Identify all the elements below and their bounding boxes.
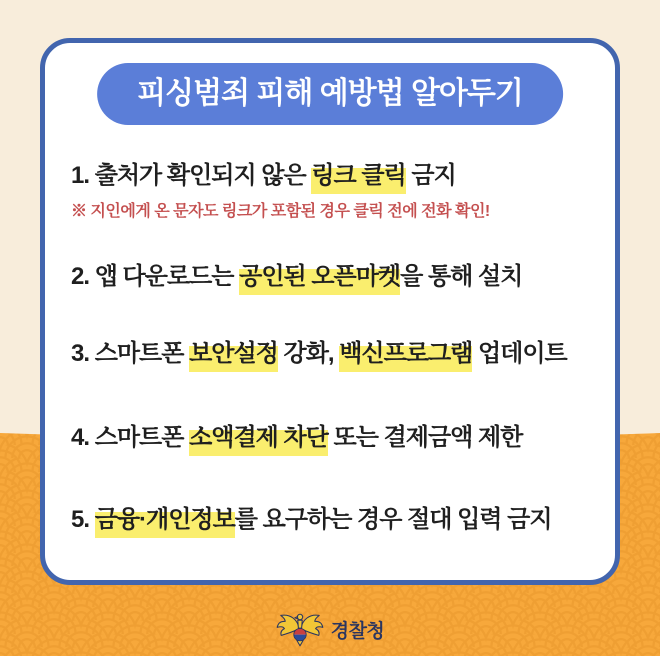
tips-list — [71, 43, 607, 580]
plain-text: 업데이트 — [472, 340, 567, 367]
police-eagle-emblem — [276, 610, 324, 648]
plain-text: 강화, — [277, 340, 340, 367]
tip-item-1 — [71, 162, 607, 221]
tips-card — [40, 38, 620, 585]
footer — [0, 610, 660, 648]
plain-text: 출처가 확인되지 않은 — [94, 162, 312, 189]
plain-text: 를 요구하는 경우 절대 입력 금지 — [234, 506, 552, 533]
plain-text: 스마트폰 — [94, 424, 190, 451]
tip-text — [71, 340, 607, 368]
tip-number: 4. — [71, 424, 95, 451]
agency-name: 경찰청 — [330, 620, 385, 642]
tip-item-2 — [71, 263, 607, 291]
tip-item-4 — [71, 424, 607, 452]
tip-text — [71, 263, 607, 291]
plain-text: 금지 — [405, 162, 456, 189]
highlighted-text: 보안설정 — [189, 340, 278, 372]
tip-number: 2. — [71, 263, 95, 290]
page-title: 피싱범죄 피해 예방법 알아두기 — [137, 77, 523, 110]
tip-number: 5. — [71, 506, 95, 533]
tip-number: 3. — [71, 340, 95, 367]
highlighted-text: 공인된 오픈마켓 — [239, 263, 400, 295]
tip-number: 1. — [71, 162, 95, 189]
highlighted-text: 금융·개인정보 — [95, 506, 235, 538]
plain-text: 스마트폰 — [94, 340, 190, 367]
highlighted-text: 링크 클릭 — [311, 162, 405, 194]
tip-item-3 — [71, 340, 607, 368]
highlighted-text: 소액결제 차단 — [189, 424, 328, 456]
plain-text: 앱 다운로드는 — [94, 263, 240, 290]
plain-text: 또는 결제금액 제한 — [327, 424, 523, 451]
tip-text — [71, 424, 607, 452]
tip-item-5 — [71, 506, 607, 534]
tip-text — [71, 506, 607, 534]
tip-text — [71, 162, 607, 190]
highlighted-text: 백신프로그램 — [339, 340, 472, 372]
tip-note: ※ 지인에게 온 문자도 링크가 포함된 경우 클릭 전에 전화 확인! — [71, 202, 490, 220]
plain-text: 을 통해 설치 — [400, 263, 523, 290]
